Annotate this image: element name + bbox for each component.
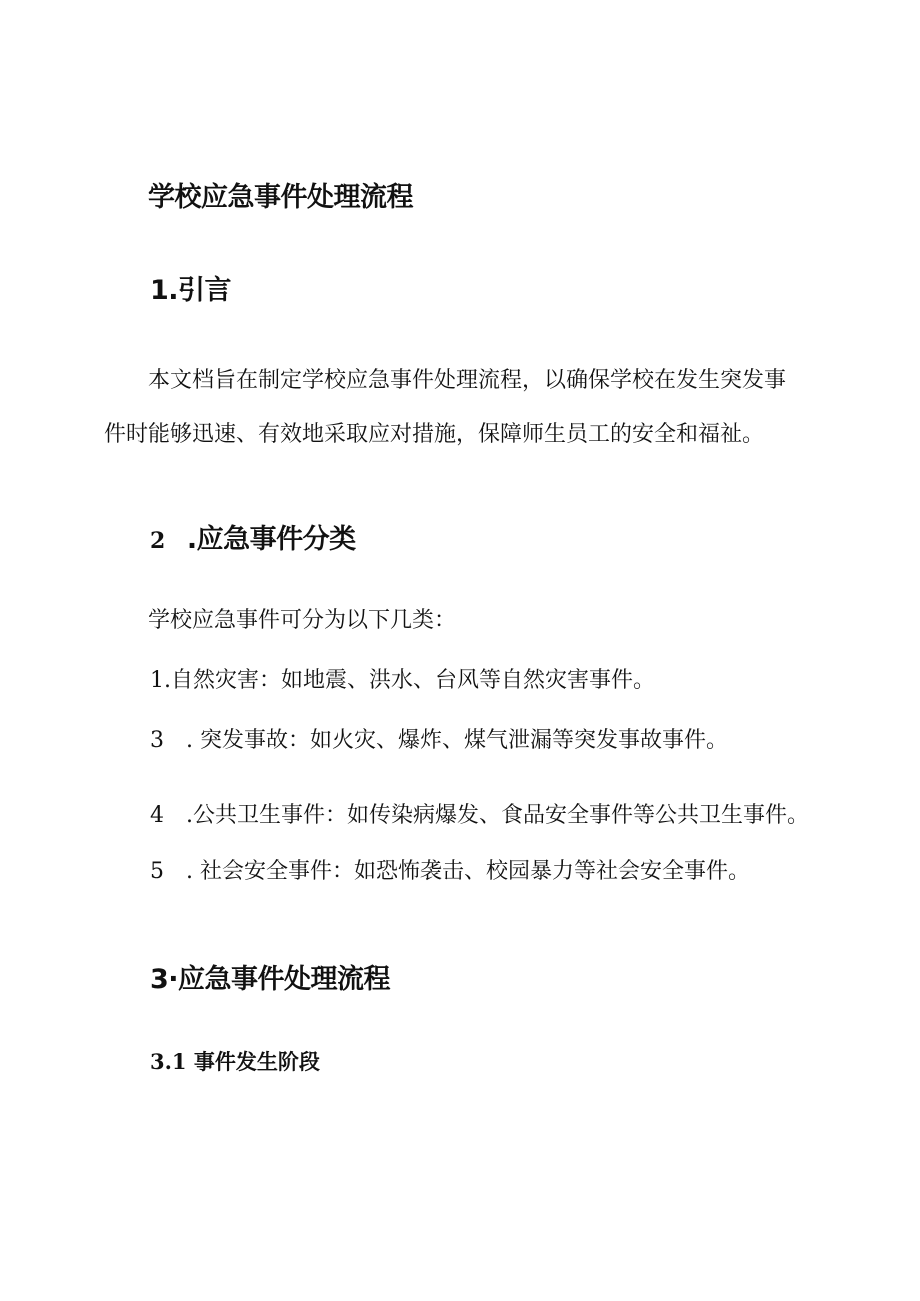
section-1-heading: 1.引言 xyxy=(150,275,232,306)
list-item-text: . 社会安全事件：如恐怖袭击、校园暴力等社会安全事件。 xyxy=(186,859,750,884)
list-item xyxy=(150,861,750,883)
list-item-text: .公共卫生事件：如传染病爆发、食品安全事件等公共卫生事件。 xyxy=(186,803,809,828)
section-3-heading: 3·应急事件处理流程 xyxy=(150,964,391,995)
section-2-intro: 学校应急事件可分为以下几类： xyxy=(148,608,457,633)
document-title: 学校应急事件处理流程 xyxy=(148,182,413,213)
list-item xyxy=(150,670,655,692)
list-item-text: 自然灾害：如地震、洪水、台风等自然灾害事件。 xyxy=(171,668,656,693)
list-item-number: 4 xyxy=(150,803,164,828)
section-1-paragraph-line-1: 本文档旨在制定学校应急事件处理流程，以确保学校在发生突发事 xyxy=(148,368,787,393)
section-3-1-heading: 3.1 事件发生阶段 xyxy=(150,1049,320,1074)
list-item-text: . 突发事故：如火灾、爆炸、煤气泄漏等突发事故事件。 xyxy=(186,728,728,753)
section-1-paragraph-line-2: 件时能够迅速、有效地采取应对措施，保障师生员工的安全和福祉。 xyxy=(104,422,765,447)
list-item-number: 3 xyxy=(150,728,164,753)
list-item xyxy=(150,805,809,827)
section-2-heading-number: 2 xyxy=(150,528,165,554)
section-2-heading xyxy=(150,526,356,553)
section-2-heading-text: .应急事件分类 xyxy=(186,524,356,555)
list-item-number: 1. xyxy=(150,668,171,693)
list-item-number: 5 xyxy=(150,859,164,884)
list-item xyxy=(150,730,728,752)
